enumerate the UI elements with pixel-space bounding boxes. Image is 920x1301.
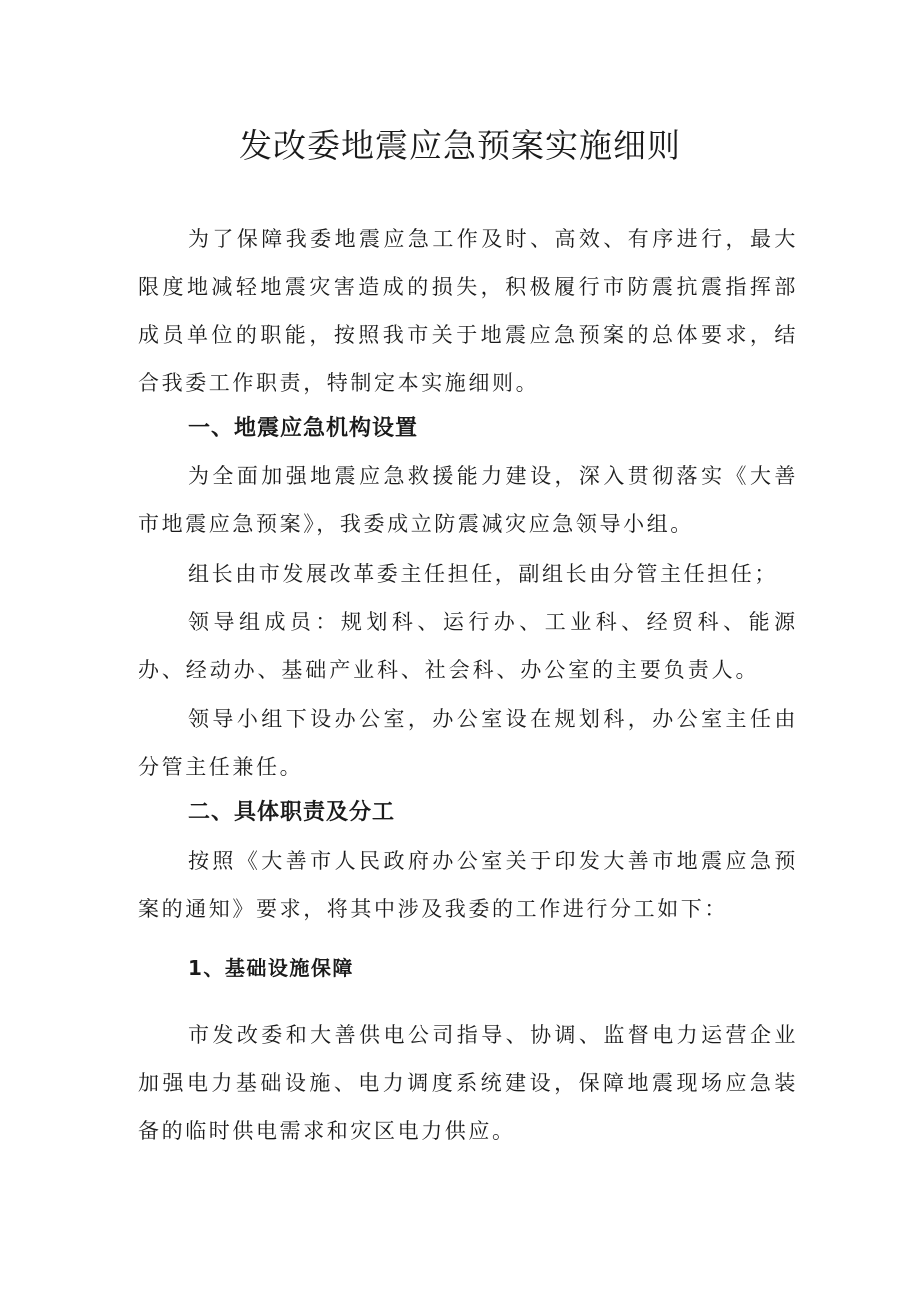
section-2-heading: 二、具体职责及分工	[188, 800, 396, 825]
section-1-paragraph-4: 领导小组下设办公室，办公室设在规划科，办公室主任由分管主任兼任。	[138, 707, 798, 779]
section-2-paragraph-1: 按照《大善市人民政府办公室关于印发大善市地震应急预案的通知》要求，将其中涉及我委的工作进行分工如下：	[138, 849, 798, 921]
section-2-subheading-1: 1、基础设施保障	[188, 956, 354, 980]
section-1-paragraph-1: 为全面加强地震应急救援能力建设，深入贯彻落实《大善市地震应急预案》，我委成立防震减灾应急领导小组。	[138, 464, 798, 536]
document-title: 发改委地震应急预案实施细则	[239, 126, 681, 165]
intro-paragraph: 为了保障我委地震应急工作及时、高效、有序进行，最大限度地减轻地震灾害造成的损失，积极履行市防震抗震指挥部成员单位的职能，按照我市关于地震应急预案的总体要求，结合我委工作职责，特制定本实施细则。	[138, 227, 798, 395]
section-1-heading: 一、地震应急机构设置	[188, 416, 419, 441]
section-1-paragraph-3: 领导组成员：规划科、运行办、工业科、经贸科、能源办、经动办、基础产业科、社会科、办公室的主要负责人。	[138, 610, 798, 682]
section-2-paragraph-2: 市发改委和大善供电公司指导、协调、监督电力运营企业加强电力基础设施、电力调度系统建设，保障地震现场应急装备的临时供电需求和灾区电力供应。	[138, 1023, 798, 1143]
section-1-paragraph-2: 组长由市发展改革委主任担任，副组长由分管主任担任；	[188, 562, 778, 586]
